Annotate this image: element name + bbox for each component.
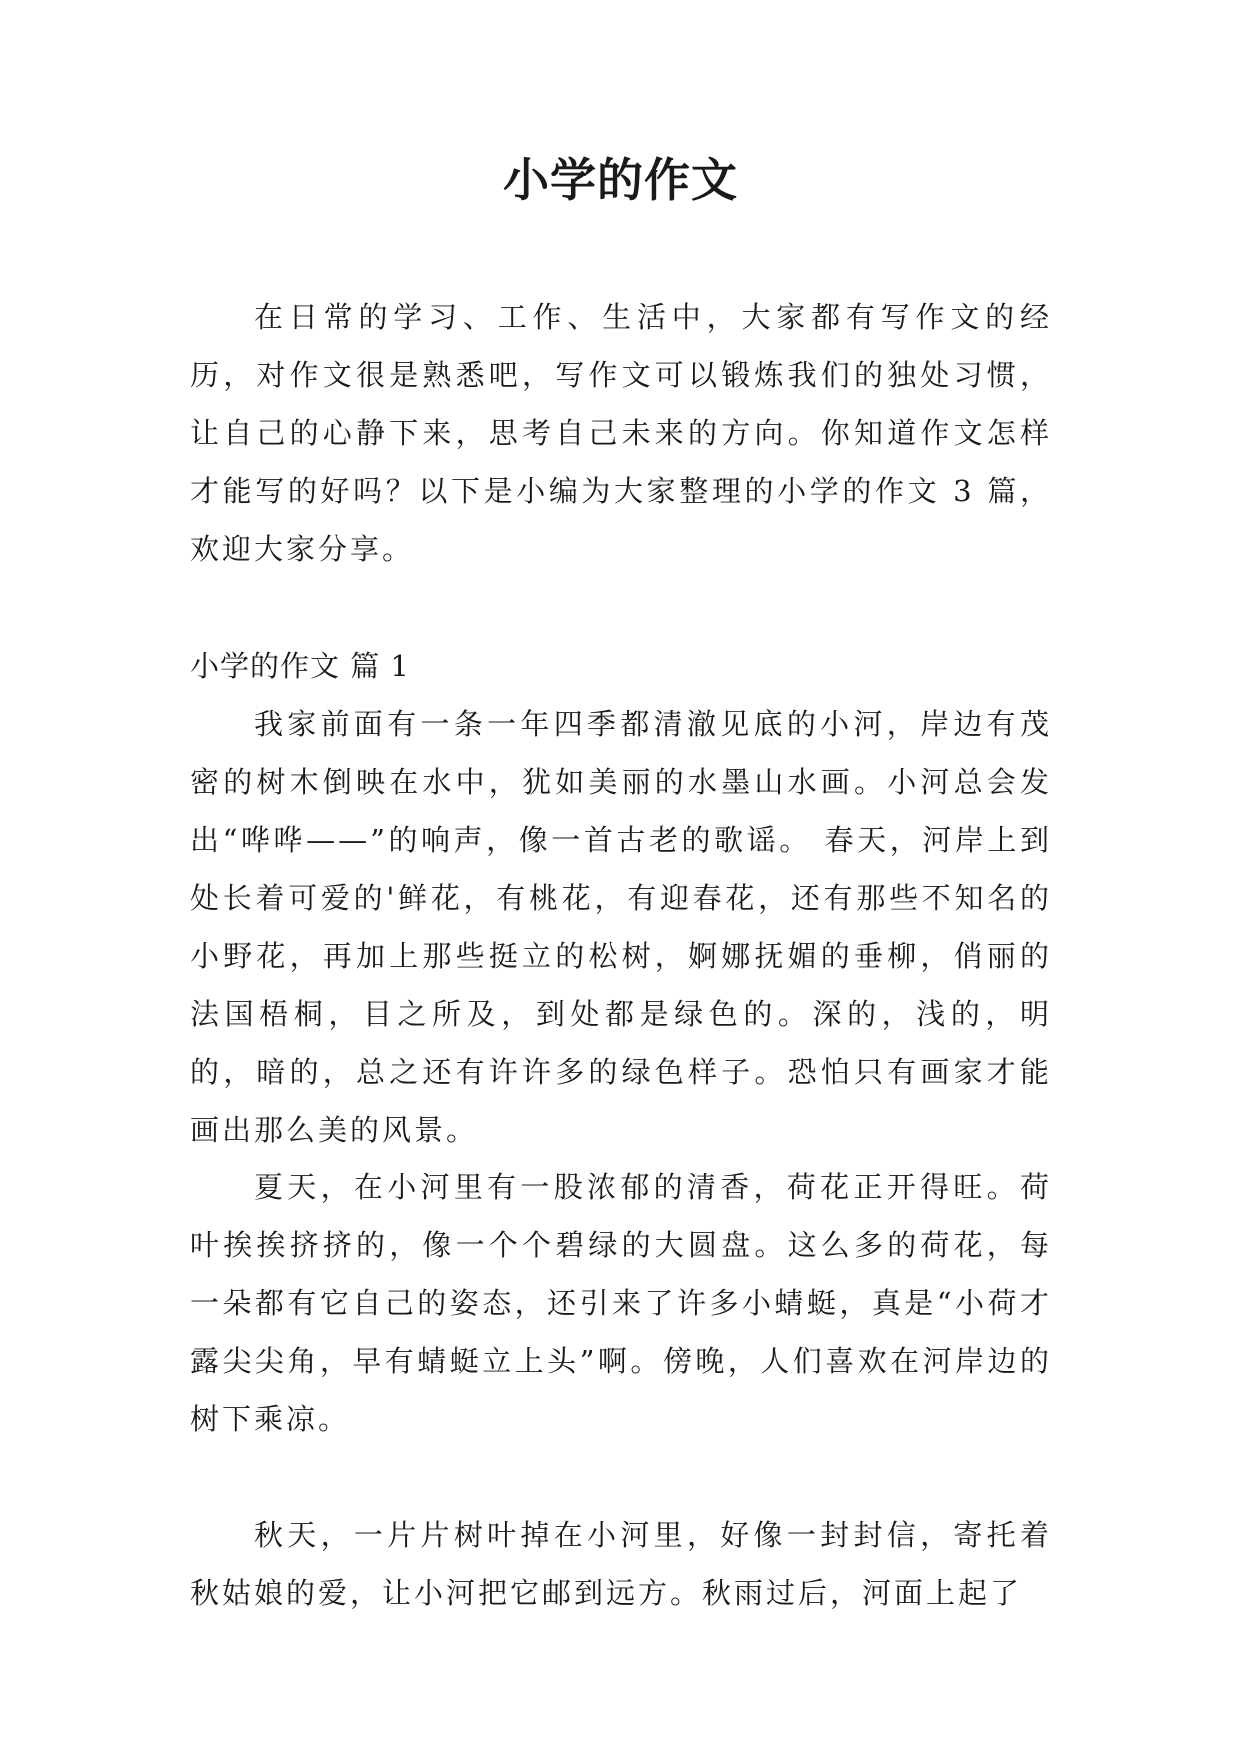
body-paragraph: 夏天，在小河里有一股浓郁的清香，荷花正开得旺。荷叶挨挨挤挤的，像一个个碧绿的大圆盘。这么多的荷花，每一朵都有它自己的姿态，还引来了许多小蜻蜓，真是“小荷才露尖尖角，早有蜻蜓立上头”啊。傍晚，人们喜欢在河岸边的树下乘凉。 — [190, 1170, 1052, 1436]
document-title: 小学的作文 — [503, 153, 738, 207]
intro-paragraph: 在日常的学习、工作、生活中，大家都有写作文的经历，对作文很是熟悉吧，写作文可以锻炼我们的独处习惯，让自己的心静下来，思考自己未来的方向。你知道作文怎样才能写的好吗？以下是小编为大家整理的小学的作文 3 篇，欢迎大家分享。 — [190, 300, 1052, 566]
section-heading: 小学的作文 篇 1 — [190, 649, 410, 683]
body-paragraph: 秋天，一片片树叶掉在小河里，好像一封封信，寄托着秋姑娘的爱，让小河把它邮到远方。秋雨过后，河面上起了 — [190, 1518, 1052, 1610]
body-paragraph: 我家前面有一条一年四季都清澈见底的小河，岸边有茂密的树木倒映在水中，犹如美丽的水墨山水画。小河总会发出“哗哗——”的响声，像一首古老的歌谣。 春天，河岸上到处长着可爱的'鲜花，有桃花，有迎春花，还有那些不知名的小野花，再加上那些挺立的松树，婀娜抚媚的垂柳，俏丽的法国梧桐，目之所及，到处都是绿色的。深的，浅的，明的，暗的，总之还有许许多的绿色样子。恐怕只有画家才能画出那么美的风景。 — [190, 707, 1052, 1147]
